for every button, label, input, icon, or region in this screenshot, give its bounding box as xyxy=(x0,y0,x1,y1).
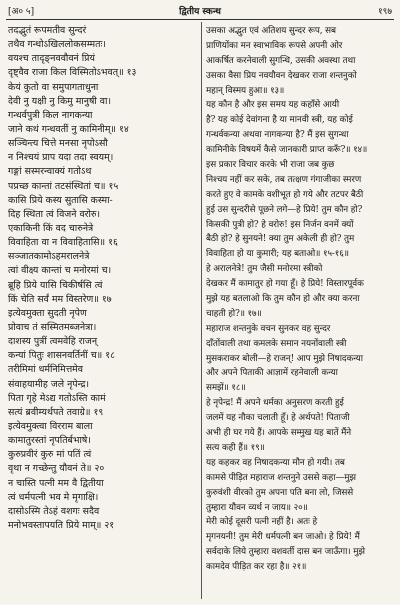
hindi-translation-line: अभी ही घर गये हैं। आपके सम्मुख यह बातें मैंने xyxy=(206,428,352,439)
hindi-translation-line: दाँतोंवाली तथा कमलके समान नयनोंवाली स्त्री xyxy=(206,338,347,349)
hindi-translation-line: किसकी पुत्री हो? हे वरोरु! इस निर्जन वनमें क्यों xyxy=(206,219,354,230)
sanskrit-verse-line: इत्येवमुक्ता सुदती नृपेण xyxy=(8,307,87,319)
sanskrit-verse-line: सञ्जातकामोऽहमरालनेत्रे xyxy=(8,251,90,263)
page-header xyxy=(6,4,394,18)
sanskrit-verse-line: इत्येवमुक्त्वा विरराम बाला xyxy=(8,420,93,432)
sanskrit-verse-line: त्वं धर्मपत्नी भव मे मृगाक्षि। xyxy=(8,491,99,503)
sanskrit-verse-line: त्वां वीक्ष्य कान्तां च मनोरमां च। xyxy=(8,265,112,277)
hindi-translation-line: है? यह कोई देवांगना है या मानवी स्त्री, यह कोई xyxy=(206,115,353,126)
sanskrit-verse-line: न निश्चयं प्राप यदा तदा स्वयम्। xyxy=(8,152,114,164)
hindi-translation-line: मेरी कोई दूसरी पत्नी नहीं है। अतः हे xyxy=(206,517,318,528)
hindi-translation-line: कामसे पीड़ित महाराज शन्तनुने उससे कहा—मुझ xyxy=(206,472,356,483)
hindi-translation-line: महाराज शन्तनुके वचन सुनकर वह सुन्दर xyxy=(206,323,331,334)
hindi-translation-line: मुझे यह बतलाओ कि तुम कौन हो और क्या करना xyxy=(206,294,360,305)
sanskrit-verse-line: तथैव गन्धोऽखिललोकसम्मतः। xyxy=(8,39,106,51)
sanskrit-verse-line: पिता गृहे मेऽद्य गतोऽस्ति कामं xyxy=(8,392,106,404)
sanskrit-verses-column xyxy=(8,24,198,533)
sanskrit-verse-line: गङ्गां सस्मरन्वाक्यं गतोऽथ xyxy=(8,166,92,178)
hindi-translation-line: चाहती हो?॥ १७॥ xyxy=(206,308,262,319)
hindi-translation-line: तुम्हारा यौवन व्यर्थ न जाय॥ २०॥ xyxy=(206,502,308,513)
hindi-translation-line: समझें॥ १८॥ xyxy=(206,383,246,394)
hindi-translation-line: करते हुए वे कामके वशीभूत हो गये और तटपर बैठी xyxy=(206,189,364,200)
sanskrit-verse-line: तदद्भुतं रूपमतीव सुन्दरं xyxy=(8,25,87,36)
hindi-translation-line: मृगनयनी! तुम मेरी धर्मपत्नी बन जाओ। हे प्रिये! मैं xyxy=(206,532,360,543)
sanskrit-verse-line: जाने कथं गन्धवतीं नु कामिनीम्॥ १४ xyxy=(8,123,129,135)
sanskrit-verse-line: संवाहयामीह जले नृपेन्द्र। xyxy=(8,378,90,390)
hindi-translation-line: इस प्रकार विचार करके भी राजा जब कुछ xyxy=(206,160,335,171)
sanskrit-verse-line: कुरुप्रवीरं कुरु मां पतिं त्वं xyxy=(8,449,92,461)
sanskrit-verse-line: गन्धर्वपुत्री किल नागकन्या xyxy=(8,109,93,121)
sanskrit-verse-line: दाशस्य पुत्रीं त्वमवेहि राजन् xyxy=(8,336,98,348)
hindi-translation-column xyxy=(206,24,394,575)
sanskrit-verse-line: वयश्च तादृङ्नववौवनं प्रियं xyxy=(8,53,95,65)
hindi-translation-line: उसका वैसा प्रिय नवयौवन देखकर राजा शन्तनुको xyxy=(206,70,357,81)
hindi-translation-line: हे अरालनेत्रे! तुम जैसी मनोरमा स्त्रीको xyxy=(206,264,323,275)
hindi-translation-line: देखकर मैं कामातुर हो गया हूँ। हे प्रिये! विस्तारपूर्वक xyxy=(206,279,364,290)
sanskrit-verse-line: प्रोवाच तं सस्मितमब्जनेत्रा। xyxy=(8,321,97,333)
sanskrit-verse-line: किं चेति सर्वं मम विस्तरेण॥ १७ xyxy=(8,293,112,305)
sanskrit-verse-line: एकाकिनी किं वद चारुनेत्रे xyxy=(8,222,94,234)
hindi-translation-line: जलमें यह नौका चलाती हूँ। हे अर्थपते! पिताजी xyxy=(206,413,350,424)
sanskrit-verse-line: कासि प्रिये कस्य सुतासि कस्मा- xyxy=(8,194,113,206)
sanskrit-verse-line: देवी नु यक्षी नु किमु मानुषी वा। xyxy=(8,95,112,107)
hindi-translation-line: और अपने पिताकी आज्ञामें रहनेवाली कन्या xyxy=(206,368,338,379)
sanskrit-verse-line: केयं कुतो वा समुपागताधुना xyxy=(8,81,99,93)
header-rule xyxy=(6,19,394,20)
sanskrit-verse-line: विवाहिता वा न विवाहितासि॥ १६ xyxy=(8,237,118,249)
sanskrit-verse-line: दासोऽस्मि तेऽहं वशगः सदैव xyxy=(8,505,100,517)
hindi-translation-line: कुरुवंशी वीरको तुम अपना पति बना लो, जिससे xyxy=(206,487,354,498)
page-number: १९७ xyxy=(377,7,392,17)
hindi-translation-line: यह कहकर वह निषादकन्या मौन हो गयी। तब xyxy=(206,457,345,468)
hindi-translation-line: यह कौन है और इस समय यह कहाँसे आयी xyxy=(206,100,340,111)
hindi-translation-line: महान् विस्मय हुआ॥ १३॥ xyxy=(206,85,285,96)
sanskrit-verse-line: सत्यं ब्रवीम्यर्थपते तवाग्रे॥ १९ xyxy=(8,406,104,418)
chapter-label: [अ० ५] xyxy=(8,7,35,17)
sanskrit-verse-line: तरीमिमां धर्मनिमित्तमेव xyxy=(8,364,83,376)
hindi-translation-line: सर्वदाके लिये तुम्हारा वशवर्ती दास बन जाऊँगा। मुझे xyxy=(206,547,365,558)
sanskrit-verse-line: ब्रूहि प्रिये यासि चिकीर्षसि त्वं xyxy=(8,279,103,291)
sanskrit-verse-line: वृथा न गच्छेन्तु यौवनं ते॥ २० xyxy=(8,463,105,475)
hindi-translation-line: विवाहिता हो या कुमारी; यह बताओ॥ १५-१६॥ xyxy=(206,249,349,260)
hindi-translation-line: मुसकराकर बोली—हे राजन्! आप मुझे निषादकन्या xyxy=(206,353,363,364)
hindi-translation-line: प्राणियोंका मन स्वाभाविक रूपसे अपनी ओर xyxy=(206,40,343,51)
sanskrit-verse-line: न चास्ति पत्नी मम वै द्वितीया xyxy=(8,477,104,489)
hindi-translation-line: निश्चय नहीं कर सके, तब तत्क्षण गंगाजीका स्मरण xyxy=(206,174,362,185)
hindi-translation-line: सत्य कही हैं॥ १९॥ xyxy=(206,442,265,453)
column-divider xyxy=(201,22,202,599)
hindi-translation-line: कामिनीके विषयमें कैसे जानकारी प्राप्त करूँ?॥ १४॥ xyxy=(206,145,368,156)
hindi-translation-line: बैठी हो? हे सुनयने! क्या तुम अकेली ही हो? तुम xyxy=(206,234,355,245)
hindi-translation-line: हुई उस सुन्दरीसे पूछने लगे—हे प्रिये! तुम कौन हो? xyxy=(206,204,363,215)
sanskrit-verse-line: पप्रच्छ कान्तां तटसंस्थितां च॥ १५ xyxy=(8,180,119,192)
sanskrit-verse-line: सञ्चिन्त्य चित्ते मनसा नृपोऽसौ xyxy=(8,138,108,150)
sanskrit-verse-line: दृष्ट्वैव राजा किल विस्मितोऽभवत्॥ १३ xyxy=(8,67,137,79)
hindi-translation-line: उसका अद्भुत एवं अतिशय सुन्दर रूप, सब xyxy=(206,26,336,36)
book-section-title: द्वितीय स्कन्ध xyxy=(179,7,221,17)
sanskrit-verse-line: दिह स्थिता त्वं विजने वरोरु। xyxy=(8,208,101,220)
hindi-translation-line: आकर्षित करनेवाली सुगन्धि, उसकी अवस्था तथा xyxy=(206,55,356,66)
hindi-translation-line: कामदेव पीड़ित कर रहा है॥ २१॥ xyxy=(206,562,307,573)
sanskrit-verse-line: मनोभवस्तापयति प्रिये माम्॥ २१ xyxy=(8,519,115,531)
hindi-translation-line: हे नृपेन्द्र! मैं अपने धर्मका अनुसरण करती हुई xyxy=(206,398,344,409)
sanskrit-verse-line: कामातुरस्तां नृपतिर्बभाषे। xyxy=(8,435,91,447)
hindi-translation-line: गन्धर्वकन्या अथवा नागकन्या है? मैं इस सुगन्धा xyxy=(206,130,349,141)
sanskrit-verse-line: कन्यां पितुः शासनवर्तिनीं च॥ १८ xyxy=(8,350,116,362)
